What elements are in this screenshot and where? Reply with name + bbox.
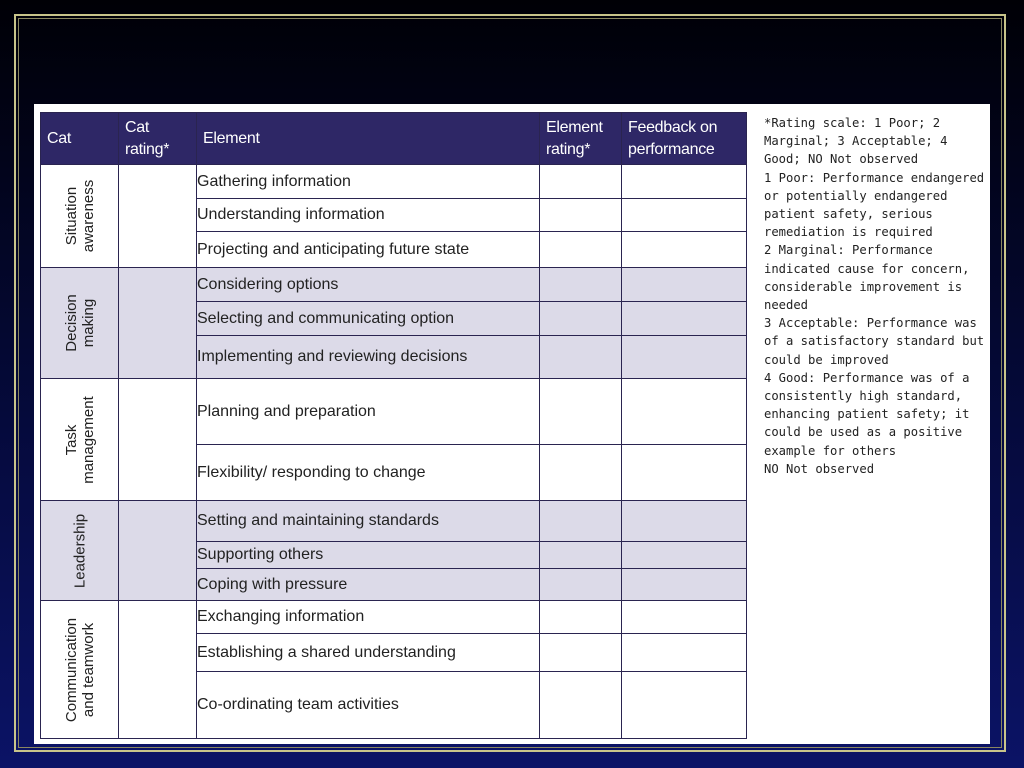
element-cell: Supporting others xyxy=(197,542,540,569)
header-cat: Cat xyxy=(41,113,119,165)
rating-scale-notes: *Rating scale: 1 Poor; 2 Marginal; 3 Acceptable; 4 Good; NO Not observed 1 Poor: Performance endangered or potentially endangered patient safety, serious remediation is required 2 Marginal: Performance indicated cause for concern, considerable improvement is needed 3 Acceptable: Performance was of a satisfactory standard but could be improved 4 Good: Performance was of a consistently high standard, enhancing patient safety; it could be used as a positive example for others NO Not observed xyxy=(764,116,985,476)
feedback-cell[interactable] xyxy=(622,336,747,379)
cat-rating-cell[interactable] xyxy=(119,268,197,379)
element-rating-cell[interactable] xyxy=(540,199,622,232)
feedback-cell[interactable] xyxy=(622,542,747,569)
feedback-cell[interactable] xyxy=(622,445,747,501)
element-cell: Setting and maintaining standards xyxy=(197,501,540,542)
element-rating-cell[interactable] xyxy=(540,501,622,542)
table-row xyxy=(41,268,747,302)
category-cell xyxy=(41,379,119,501)
cat-rating-cell[interactable] xyxy=(119,501,197,601)
category-cell xyxy=(41,501,119,601)
element-cell: Planning and preparation xyxy=(197,379,540,445)
feedback-cell[interactable] xyxy=(622,379,747,445)
element-rating-cell[interactable] xyxy=(540,165,622,199)
table-row xyxy=(41,501,747,542)
header-feedback: Feedback on performance xyxy=(622,113,747,165)
element-rating-cell[interactable] xyxy=(540,302,622,336)
header-element-rating: Element rating* xyxy=(540,113,622,165)
element-cell: Co-ordinating team activities xyxy=(197,672,540,739)
content-panel xyxy=(34,104,990,744)
element-rating-cell[interactable] xyxy=(540,542,622,569)
table-row xyxy=(41,165,747,199)
category-label: Leadership xyxy=(71,513,88,588)
element-cell: Considering options xyxy=(197,268,540,302)
category-label: Communication and teamwork xyxy=(62,617,97,722)
element-cell: Gathering information xyxy=(197,165,540,199)
element-rating-cell[interactable] xyxy=(540,634,622,672)
category-cell xyxy=(41,165,119,268)
feedback-cell[interactable] xyxy=(622,199,747,232)
cat-rating-cell[interactable] xyxy=(119,379,197,501)
feedback-cell[interactable] xyxy=(622,501,747,542)
table-row xyxy=(41,379,747,445)
element-rating-cell[interactable] xyxy=(540,445,622,501)
element-cell: Flexibility/ responding to change xyxy=(197,445,540,501)
element-cell: Projecting and anticipating future state xyxy=(197,232,540,268)
category-cell xyxy=(41,268,119,379)
feedback-cell[interactable] xyxy=(622,165,747,199)
category-cell xyxy=(41,601,119,739)
header-cat-rating: Cat rating* xyxy=(119,113,197,165)
element-cell: Exchanging information xyxy=(197,601,540,634)
cat-rating-cell[interactable] xyxy=(119,165,197,268)
element-rating-cell[interactable] xyxy=(540,379,622,445)
feedback-cell[interactable] xyxy=(622,232,747,268)
element-rating-cell[interactable] xyxy=(540,336,622,379)
feedback-cell[interactable] xyxy=(622,302,747,336)
element-cell: Selecting and communicating option xyxy=(197,302,540,336)
element-cell: Understanding information xyxy=(197,199,540,232)
feedback-cell[interactable] xyxy=(622,569,747,601)
category-label: Task management xyxy=(62,395,97,484)
element-rating-cell[interactable] xyxy=(540,601,622,634)
cat-rating-cell[interactable] xyxy=(119,601,197,739)
table-row xyxy=(41,601,747,634)
feedback-cell[interactable] xyxy=(622,672,747,739)
feedback-cell[interactable] xyxy=(622,634,747,672)
assessment-table xyxy=(40,112,747,739)
feedback-cell[interactable] xyxy=(622,601,747,634)
element-rating-cell[interactable] xyxy=(540,672,622,739)
element-rating-cell[interactable] xyxy=(540,232,622,268)
header-row xyxy=(41,113,747,165)
category-label: Decision making xyxy=(62,294,97,352)
category-label: Situation awareness xyxy=(62,179,97,253)
element-cell: Establishing a shared understanding xyxy=(197,634,540,672)
element-rating-cell[interactable] xyxy=(540,268,622,302)
element-cell: Coping with pressure xyxy=(197,569,540,601)
element-rating-cell[interactable] xyxy=(540,569,622,601)
element-cell: Implementing and reviewing decisions xyxy=(197,336,540,379)
feedback-cell[interactable] xyxy=(622,268,747,302)
header-element: Element xyxy=(197,113,540,165)
